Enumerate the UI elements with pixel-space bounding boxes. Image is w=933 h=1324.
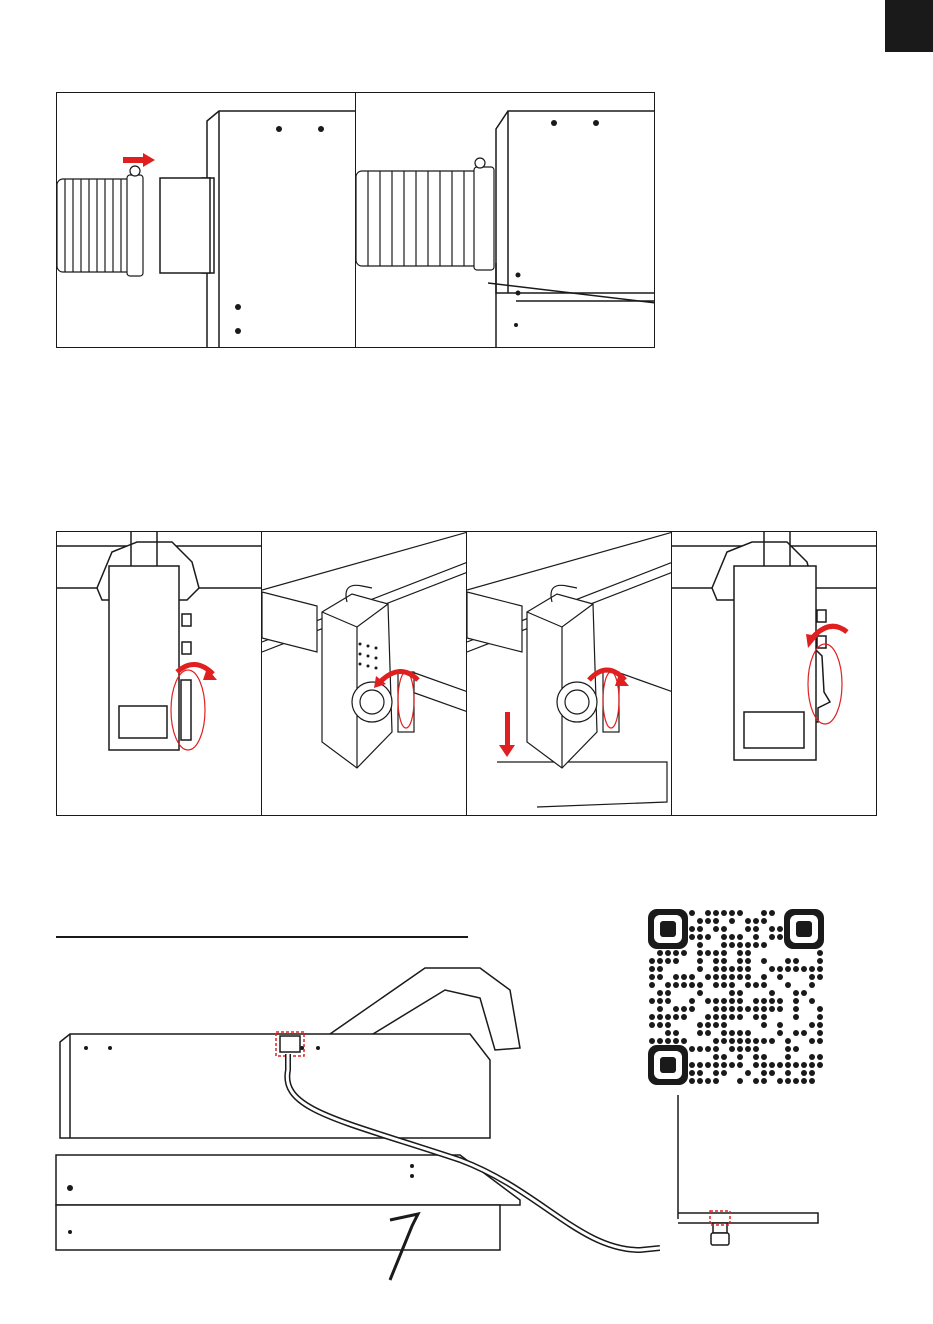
qr-module [697, 958, 703, 964]
qr-module [713, 1038, 719, 1044]
qr-module [809, 974, 815, 980]
qr-module [777, 1006, 783, 1012]
qr-module [697, 990, 703, 996]
qr-module [761, 1014, 767, 1020]
qr-module [657, 1006, 663, 1012]
qr-module [793, 1030, 799, 1036]
qr-module [697, 950, 703, 956]
figure-duct-before [56, 92, 356, 348]
qr-module [657, 1038, 663, 1044]
qr-module [705, 998, 711, 1004]
qr-module [737, 910, 743, 916]
qr-module [657, 990, 663, 996]
qr-module [697, 1046, 703, 1052]
qr-module [817, 958, 823, 964]
qr-module [785, 1038, 791, 1044]
qr-module [713, 1006, 719, 1012]
qr-module [721, 934, 727, 940]
qr-module [801, 990, 807, 996]
qr-module [657, 966, 663, 972]
qr-module [697, 1022, 703, 1028]
figure-bracket-lower [466, 531, 672, 816]
qr-module [753, 942, 759, 948]
qr-module [809, 1038, 815, 1044]
flex-hose [356, 158, 494, 270]
qr-module [729, 1046, 735, 1052]
qr-module [697, 1078, 703, 1084]
qr-module [705, 1022, 711, 1028]
qr-module [753, 934, 759, 940]
qr-module [721, 958, 727, 964]
qr-module [665, 1030, 671, 1036]
qr-module [769, 1038, 775, 1044]
qr-module [761, 1038, 767, 1044]
qr-module [729, 910, 735, 916]
qr-module [761, 918, 767, 924]
qr-module [657, 1014, 663, 1020]
qr-module [761, 942, 767, 948]
qr-module [689, 982, 695, 988]
qr-module [729, 918, 735, 924]
qr-module [681, 1014, 687, 1020]
qr-module [649, 1014, 655, 1020]
figure-connector-detail [660, 1095, 830, 1255]
qr-module [673, 1006, 679, 1012]
qr-module [673, 1030, 679, 1036]
qr-module [745, 1038, 751, 1044]
qr-module [793, 1078, 799, 1084]
qr-module [769, 1062, 775, 1068]
qr-module [689, 998, 695, 1004]
qr-module [737, 958, 743, 964]
qr-module [721, 974, 727, 980]
qr-module [689, 1078, 695, 1084]
qr-module [737, 950, 743, 956]
qr-module [793, 1062, 799, 1068]
qr-module [785, 958, 791, 964]
qr-module [801, 1078, 807, 1084]
qr-module [681, 1006, 687, 1012]
qr-module [761, 1054, 767, 1060]
qr-module [713, 982, 719, 988]
qr-module [817, 1006, 823, 1012]
qr-module [721, 1006, 727, 1012]
qr-module [721, 1022, 727, 1028]
qr-module [769, 910, 775, 916]
qr-module [809, 966, 815, 972]
qr-module [657, 998, 663, 1004]
qr-module [793, 998, 799, 1004]
qr-module [697, 926, 703, 932]
qr-module [713, 998, 719, 1004]
qr-module [769, 926, 775, 932]
qr-module [673, 958, 679, 964]
qr-module [657, 1022, 663, 1028]
qr-module [713, 974, 719, 980]
qr-module [809, 998, 815, 1004]
down-arrow-icon [499, 712, 515, 757]
qr-module [721, 1030, 727, 1036]
qr-module [689, 974, 695, 980]
qr-module [713, 1054, 719, 1060]
qr-module [665, 1014, 671, 1020]
qr-module [777, 1022, 783, 1028]
qr-module [785, 1070, 791, 1076]
qr-module [673, 950, 679, 956]
qr-module [681, 950, 687, 956]
figure-hose-connection [40, 950, 660, 1290]
qr-module [809, 1054, 815, 1060]
qr-module [761, 982, 767, 988]
qr-module [729, 934, 735, 940]
qr-module [721, 1038, 727, 1044]
language-tab [885, 0, 933, 52]
qr-module [681, 974, 687, 980]
qr-module [705, 1030, 711, 1036]
qr-module [737, 1046, 743, 1052]
qr-module [689, 1070, 695, 1076]
qr-module [721, 910, 727, 916]
qr-module [649, 982, 655, 988]
qr-module [689, 926, 695, 932]
qr-module [705, 1062, 711, 1068]
qr-module [705, 1014, 711, 1020]
qr-module [817, 950, 823, 956]
qr-module [697, 934, 703, 940]
qr-module [649, 974, 655, 980]
qr-module [745, 1046, 751, 1052]
qr-module [761, 1006, 767, 1012]
qr-module [817, 1014, 823, 1020]
qr-module [745, 966, 751, 972]
qr-module [649, 1022, 655, 1028]
qr-module [729, 1062, 735, 1068]
qr-module [801, 966, 807, 972]
qr-module [673, 1038, 679, 1044]
qr-module [721, 982, 727, 988]
qr-module [737, 1014, 743, 1020]
qr-module [817, 1038, 823, 1044]
qr-module [817, 966, 823, 972]
qr-module [729, 974, 735, 980]
qr-module [753, 918, 759, 924]
qr-module [665, 1022, 671, 1028]
qr-module [769, 966, 775, 972]
qr-module [705, 950, 711, 956]
qr-module [745, 1070, 751, 1076]
qr-module [737, 974, 743, 980]
qr-module [809, 1078, 815, 1084]
qr-module [665, 998, 671, 1004]
qr-module [713, 1014, 719, 1020]
qr-module [777, 1078, 783, 1084]
qr-module [713, 958, 719, 964]
qr-module [753, 1046, 759, 1052]
figure-bracket-perspective [261, 531, 467, 816]
qr-module [817, 1054, 823, 1060]
qr-module [817, 974, 823, 980]
figure-duct-after [355, 92, 655, 348]
qr-module [697, 1030, 703, 1036]
figure-bracket-side-after [671, 531, 877, 816]
qr-module [737, 1006, 743, 1012]
qr-module [737, 942, 743, 948]
qr-module [689, 910, 695, 916]
qr-module [689, 1006, 695, 1012]
qr-module [753, 926, 759, 932]
qr-module [769, 990, 775, 996]
qr-module [665, 990, 671, 996]
qr-module [801, 1030, 807, 1036]
qr-module [793, 1046, 799, 1052]
qr-module [809, 1062, 815, 1068]
qr-module [697, 918, 703, 924]
qr-module [785, 966, 791, 972]
qr-module [737, 1078, 743, 1084]
qr-module [761, 1070, 767, 1076]
qr-module [737, 1054, 743, 1060]
qr-module [657, 958, 663, 964]
qr-module [753, 1078, 759, 1084]
qr-module [753, 1038, 759, 1044]
qr-module [737, 998, 743, 1004]
qr-module [705, 910, 711, 916]
qr-module [673, 1014, 679, 1020]
qr-module [793, 1014, 799, 1020]
qr-module [753, 998, 759, 1004]
qr-module [721, 926, 727, 932]
qr-module [761, 1062, 767, 1068]
qr-module [665, 950, 671, 956]
qr-module [777, 966, 783, 972]
qr-module [761, 974, 767, 980]
qr-module [681, 1038, 687, 1044]
qr-module [809, 1070, 815, 1076]
qr-module [753, 1006, 759, 1012]
qr-module [649, 1038, 655, 1044]
qr-module [689, 1046, 695, 1052]
qr-module [689, 934, 695, 940]
qr-module [713, 1078, 719, 1084]
qr-module [761, 998, 767, 1004]
qr-code-icon[interactable] [648, 909, 824, 1085]
qr-module [649, 998, 655, 1004]
qr-module [785, 1054, 791, 1060]
qr-module [729, 982, 735, 988]
qr-module [809, 1022, 815, 1028]
qr-module [769, 934, 775, 940]
qr-module [801, 1062, 807, 1068]
qr-module [705, 1046, 711, 1052]
qr-module [745, 982, 751, 988]
qr-module [729, 998, 735, 1004]
qr-module [777, 974, 783, 980]
qr-module [793, 990, 799, 996]
qr-module [713, 1022, 719, 1028]
qr-module [705, 974, 711, 980]
qr-module [753, 982, 759, 988]
qr-module [713, 1046, 719, 1052]
qr-module [745, 926, 751, 932]
qr-module [681, 982, 687, 988]
qr-module [777, 934, 783, 940]
qr-module [697, 942, 703, 948]
qr-module [697, 1070, 703, 1076]
qr-module [713, 950, 719, 956]
qr-module [769, 1070, 775, 1076]
qr-module [817, 1022, 823, 1028]
qr-module [729, 990, 735, 996]
qr-module [721, 942, 727, 948]
qr-module [713, 1070, 719, 1076]
qr-module [793, 966, 799, 972]
qr-module [721, 1054, 727, 1060]
qr-module [721, 1014, 727, 1020]
qr-module [745, 942, 751, 948]
qr-module [721, 950, 727, 956]
qr-module [705, 1078, 711, 1084]
qr-module [785, 1062, 791, 1068]
qr-module [713, 966, 719, 972]
figure-bracket-side-before [56, 531, 262, 816]
qr-module [729, 966, 735, 972]
qr-module [777, 926, 783, 932]
qr-module [721, 998, 727, 1004]
qr-module [721, 966, 727, 972]
section-divider-line [56, 936, 468, 938]
qr-module [745, 1006, 751, 1012]
qr-module [737, 1030, 743, 1036]
qr-module [769, 1006, 775, 1012]
qr-module [777, 1030, 783, 1036]
qr-module [657, 974, 663, 980]
qr-module [729, 1014, 735, 1020]
qr-module [809, 982, 815, 988]
qr-module [737, 1062, 743, 1068]
qr-module [793, 958, 799, 964]
qr-module [729, 1006, 735, 1012]
qr-module [705, 934, 711, 940]
qr-module [737, 934, 743, 940]
qr-module [729, 1030, 735, 1036]
qr-module [793, 1006, 799, 1012]
qr-module [697, 966, 703, 972]
qr-module [673, 982, 679, 988]
qr-module [801, 1070, 807, 1076]
qr-module [737, 1038, 743, 1044]
qr-module [657, 950, 663, 956]
qr-module [745, 974, 751, 980]
qr-module [697, 982, 703, 988]
qr-module [761, 1078, 767, 1084]
qr-module [649, 966, 655, 972]
qr-module [745, 918, 751, 924]
qr-module [777, 998, 783, 1004]
qr-module [753, 1054, 759, 1060]
qr-module [649, 958, 655, 964]
qr-module [721, 1070, 727, 1076]
qr-module [713, 1062, 719, 1068]
qr-module [817, 1062, 823, 1068]
qr-module [665, 1038, 671, 1044]
qr-module [777, 1062, 783, 1068]
qr-module [729, 1038, 735, 1044]
qr-module [665, 958, 671, 964]
qr-module [761, 1022, 767, 1028]
qr-module [817, 1030, 823, 1036]
qr-module [769, 998, 775, 1004]
push-arrow-icon [123, 153, 155, 167]
qr-module [713, 926, 719, 932]
qr-module [785, 1078, 791, 1084]
qr-module [705, 918, 711, 924]
qr-module [729, 942, 735, 948]
qr-module [745, 1030, 751, 1036]
qr-module [785, 982, 791, 988]
qr-module [737, 990, 743, 996]
qr-module [697, 1062, 703, 1068]
qr-module [713, 918, 719, 924]
qr-module [761, 910, 767, 916]
flex-hose [57, 166, 143, 276]
qr-module [737, 966, 743, 972]
qr-module [761, 958, 767, 964]
qr-module [785, 1046, 791, 1052]
qr-module [665, 982, 671, 988]
qr-module [713, 910, 719, 916]
qr-module [673, 974, 679, 980]
qr-module [753, 1014, 759, 1020]
qr-module [689, 1062, 695, 1068]
qr-module [753, 1062, 759, 1068]
qr-module [745, 958, 751, 964]
qr-module [745, 950, 751, 956]
qr-module [721, 1062, 727, 1068]
